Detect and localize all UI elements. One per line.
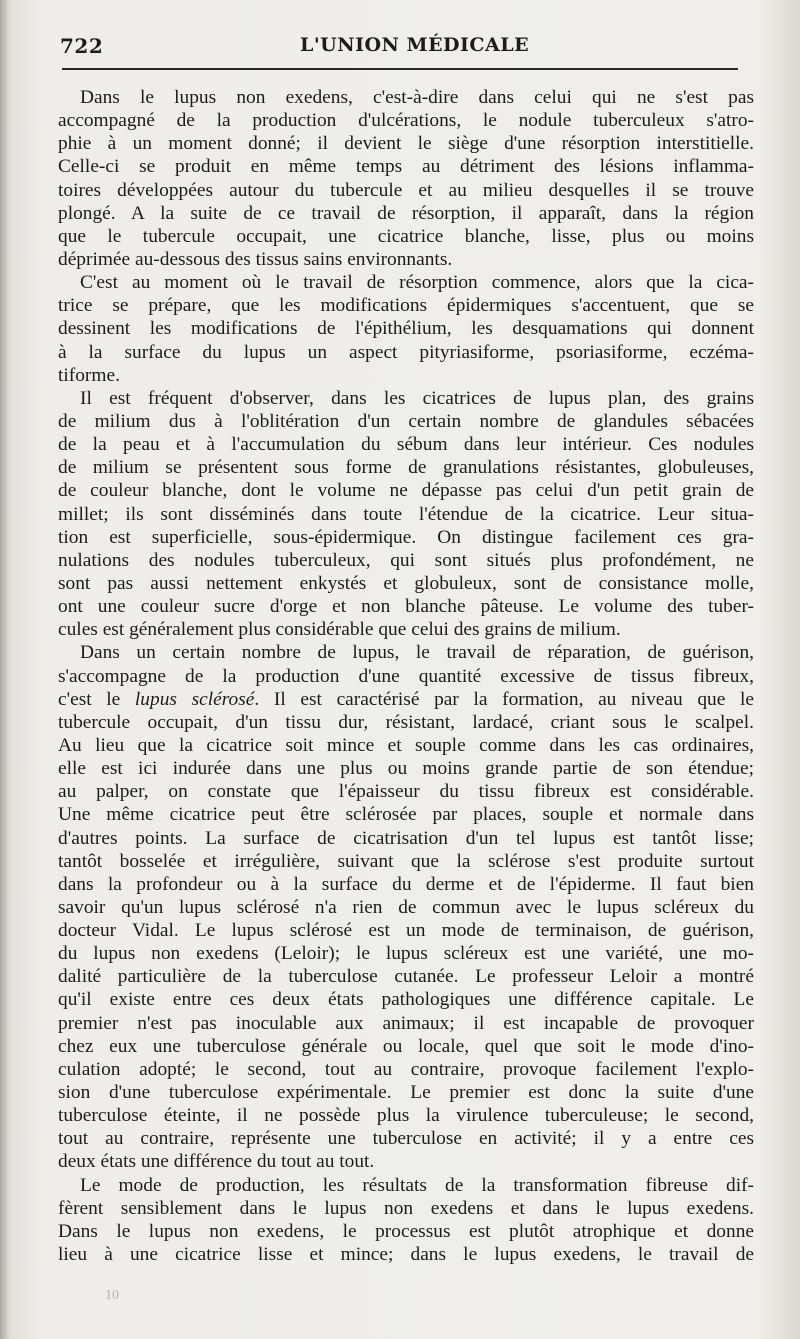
text-line: docteur Vidal. Le lupus sclérosé est un mode de terminaison, de guérison, — [58, 920, 754, 942]
text-line: deux états une différence du tout au tout. — [58, 1151, 375, 1173]
text-line: tubercule occupait, d'un tissu dur, résistant, lardacé, criant sous le scalpel. — [58, 711, 754, 733]
text-line: Dans le lupus non exedens, c'est-à-dire dans celui qui ne s'est pas — [80, 87, 754, 108]
text-line: que le tubercule occupait, une cicatrice blanche, lisse, plus ou moins — [58, 225, 754, 247]
text-line: trice se prépare, que les modifications épidermiques s'accentuent, que se — [58, 295, 754, 317]
text-line: tantôt bosselée et irrégulière, suivant que la sclérose s'est produite surtout — [58, 850, 754, 872]
text-line: ont une couleur sucre d'orge et non blanche pâteuse. Le volume des tuber- — [58, 596, 754, 618]
text-line: C'est au moment où le travail de résorption commence, alors que la cica- — [80, 272, 754, 294]
text-line: de milium dus à l'oblitération d'un certain nombre de glandules sébacées — [58, 410, 754, 432]
page-header — [60, 34, 740, 64]
text-line: tuberculose éteinte, il ne possède plus la virulence tuberculeuse; le second, — [58, 1105, 754, 1127]
text-line: premier n'est pas inoculable aux animaux; il est incapable de provoquer — [58, 1012, 754, 1034]
text-line: s'accompagne de la production d'une quantité excessive de tissus fibreux, — [58, 665, 754, 687]
text-line: savoir qu'un lupus sclérosé n'a rien de commun avec le lupus scléreux du — [58, 896, 754, 918]
text-line: c'est le lupus sclérosé. Il est caractérisé par la formation, au niveau que le — [58, 688, 754, 710]
text-line: à la surface du lupus un aspect pityriasiforme, psoriasiforme, eczéma- — [58, 341, 754, 363]
text-line: tiforme. — [58, 364, 120, 386]
header-rule — [62, 68, 738, 70]
emphasis-term: lupus sclérosé — [134, 688, 255, 710]
text-line: Dans un certain nombre de lupus, le travail de réparation, de guérison, — [80, 642, 754, 664]
text-line: qu'il existe entre ces deux états pathologiques une différence capitale. Le — [58, 989, 754, 1011]
signature-mark: 10 — [105, 1288, 119, 1303]
text-line: chez eux une tuberculose générale ou locale, quel que soit le mode d'ino- — [58, 1035, 754, 1057]
text-line: sion d'une tuberculose expérimentale. Le premier est donc la suite d'une — [58, 1082, 754, 1104]
text-line: au palper, on constate que l'épaisseur du tissu fibreux est considérable. — [58, 781, 754, 803]
text-line: Il est fréquent d'observer, dans les cicatrices de lupus plan, des grains — [80, 387, 754, 409]
text-line: cules est généralement plus considérable que celui des grains de milium. — [58, 619, 621, 641]
text-line: phie à un moment donné; il devient le siège d'une résorption interstitielle. — [58, 133, 754, 155]
page-number: 722 — [60, 34, 104, 58]
text-line: toires développées autour du tubercule et au milieu desquelles il se trouve — [58, 179, 754, 201]
text-line: dessinent les modifications de l'épithélium, les desquamations qui donnent — [58, 318, 754, 340]
text-line: nulations des nodules tuberculeux, qui sont situés plus profondément, ne — [58, 549, 754, 571]
text-line: tout au contraire, représente une tuberculose en activité; il y a entre ces — [58, 1128, 754, 1150]
text-line: Le mode de production, les résultats de la transformation fibreuse dif- — [80, 1174, 754, 1196]
text-line: elle est ici indurée dans une plus ou moins grande partie de son étendue; — [58, 758, 754, 780]
text-line: lieu à une cicatrice lisse et mince; dans le lupus exedens, le travail de — [58, 1244, 754, 1266]
text-line: de couleur blanche, dont le volume ne dépasse pas celui d'un petit grain de — [58, 480, 754, 502]
text-line: déprimée au-dessous des tissus sains environnants. — [58, 248, 453, 270]
text-line: du lupus non exedens (Leloir); le lupus scléreux est une variété, une mo- — [58, 943, 754, 965]
text-line: de milium se présentent sous forme de granulations résistantes, globuleuses, — [58, 457, 754, 479]
text-line: dalité particulière de la tuberculose cutanée. Le professeur Leloir a montré — [58, 966, 754, 988]
body-text — [58, 86, 754, 1266]
text-line: d'autres points. La surface de cicatrisation d'un tel lupus est tantôt lisse; — [58, 827, 754, 849]
text-line: Dans le lupus non exedens, le processus est plutôt atrophique et donne — [58, 1220, 754, 1242]
text-line: Une même cicatrice peut être sclérosée par places, souple et normale dans — [58, 804, 754, 826]
text-line: plongé. A la suite de ce travail de résorption, il apparaît, dans la région — [58, 202, 754, 224]
text-line: accompagné de la production d'ulcérations, le nodule tuberculeux s'atro- — [58, 110, 754, 132]
page-edge-shadow — [0, 0, 10, 1339]
running-title: L'UNION MÉDICALE — [300, 34, 530, 56]
text-line: culation adopté; le second, tout au contraire, provoque facilement l'explo- — [58, 1058, 754, 1080]
text-line: Celle-ci se produit en même temps au détriment des lésions inflamma- — [58, 156, 754, 178]
text-line: sont pas aussi nettement enkystés et globuleux, sont de consistance molle, — [58, 572, 754, 594]
text-line: Au lieu que la cicatrice soit mince et souple comme dans les cas ordinaires, — [58, 734, 754, 756]
text-line: dans la profondeur ou à la surface du derme et de l'épiderme. Il faut bien — [58, 873, 754, 895]
text-line: fèrent sensiblement dans le lupus non exedens et dans le lupus exedens. — [58, 1197, 754, 1219]
text-line: tion est superficielle, sous-épidermique. On distingue facilement ces gra- — [58, 526, 754, 548]
text-line: millet; ils sont disséminés dans toute l'étendue de la cicatrice. Leur situa- — [58, 503, 754, 525]
text-line: de la peau et à l'accumulation du sébum dans leur intérieur. Ces nodules — [58, 434, 754, 456]
